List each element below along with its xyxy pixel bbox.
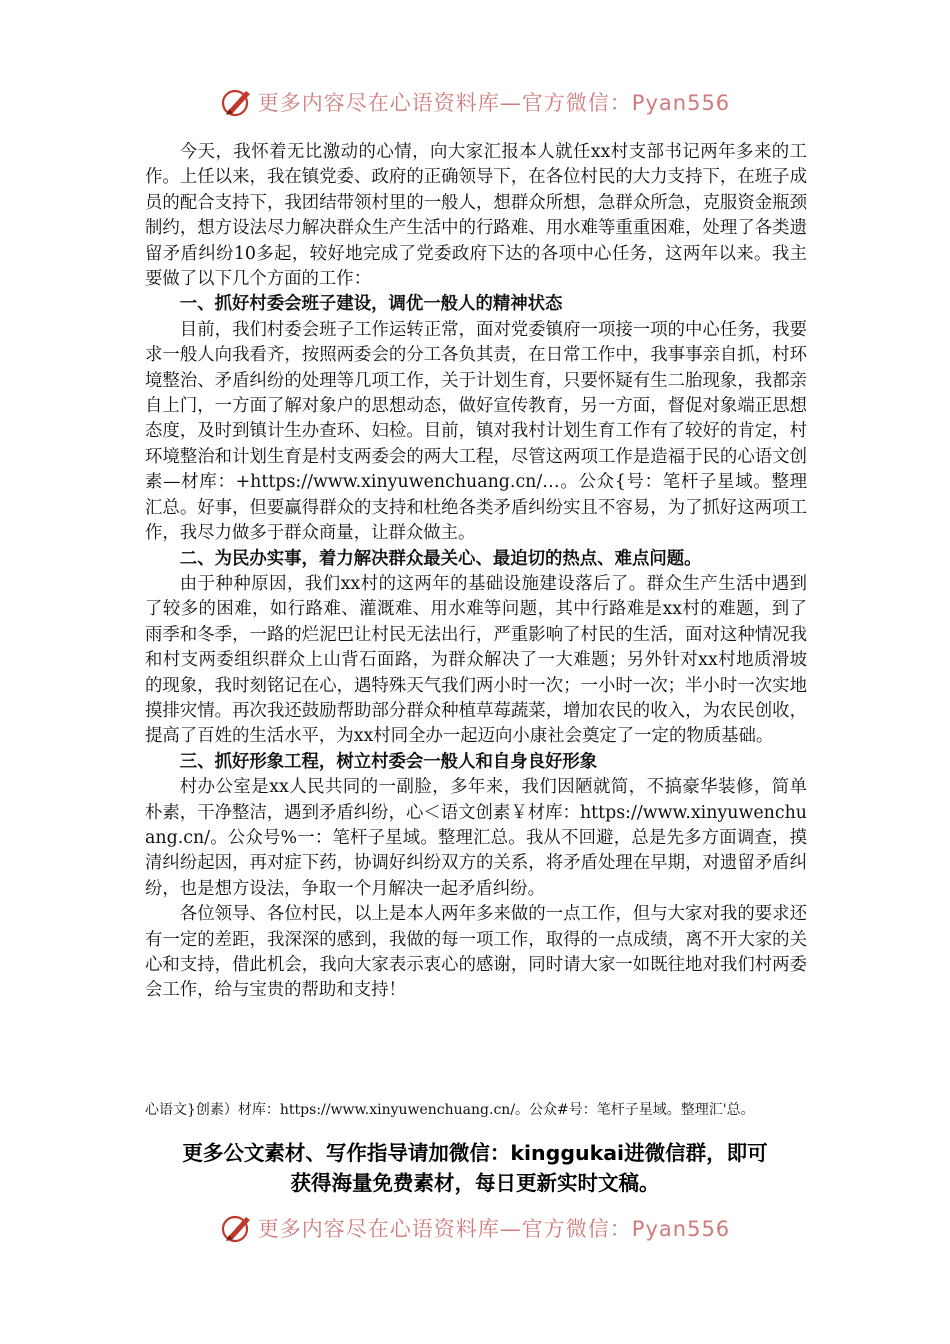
source-footnote: 心语文}创素）材库：https://www.xinyuwenchuang.cn/。公众#号：笔杆子星域。整理汇'总。 [145,1102,755,1118]
header-banner-text: 更多内容尽在心语资料库—官方微信：Pyan556 [257,91,731,115]
footer-banner [0,1208,950,1248]
section-heading: 三、抓好形象工程，树立村委会一般人和自身良好形象 [179,751,598,772]
header-banner [0,82,950,122]
section-heading: 二、为民办实事，着力解决群众最关心、最迫切的热点、难点问题。 [179,548,702,569]
promo-line-2: 获得海量免费素材，每日更新实时文稿。 [290,1171,660,1195]
body-paragraph: 今天，我怀着无比激动的心情，向大家汇报本人就任xx村支部书记两年多来的工作。上任以来，我在镇党委、政府的正确领导下，在各位村民的大力支持下，在班子成员的配合支持下，我团结带领村里的一般人，想群众所想，急群众所急，克服资金瓶颈制约，想方设法尽力解决群众生产生活中的行路难、用水难等重重困难，处理了各类遗留矛盾纠纷10多起，较好地完成了党委政府下达的各项中心任务，这两年以来。我主要做了以下几个方面的工作： [145,142,807,290]
promo-notice [100,1138,850,1198]
pen-circle-logo-icon [220,85,254,119]
body-paragraph: 由于种种原因，我们xx村的这两年的基础设施建设落后了。群众生产生活中遇到了较多的困难，如行路难、灌溉难、用水难等问题，其中行路难是xx村的难题，到了雨季和冬季，一路的烂泥巴让村民无法出行，严重影响了村民的生活，面对这种情况我和村支两委组织群众上山背石面路，为群众解决了一大难题；另外针对xx村地质滑坡的现象，我时刻铭记在心，遇特殊天气我们两小时一次；一小时一次；半小时一次实地摸排灾情。再次我还鼓励帮助部分群众种植草莓蔬菜，增加农民的收入，为农民创收，提高了百姓的生活水平，为xx村同全办一起迈向小康社会奠定了一定的物质基础。 [145,573,807,747]
body-paragraph: 各位领导、各位村民，以上是本人两年多来做的一点工作，但与大家对我的要求还有一定的差距，我深深的感到，我做的每一项工作，取得的一点成绩，离不开大家的关心和支持，借此机会，我向大家表示衷心的感谢，同时请大家一如既往地对我们村两委会工作，给与宝贵的帮助和支持！ [145,904,807,1001]
document-body [145,140,807,1004]
body-paragraph: 目前，我们村委会班子工作运转正常，面对党委镇府一项接一项的中心任务，我要求一般人向我看齐，按照两委会的分工各负其责，在日常工作中，我事事亲自抓，村环境整治、矛盾纠纷的处理等几项工作，关于计划生育，只要怀疑有生二胎现象，我都亲自上门，一方面了解对象户的思想动态，做好宣传教育，另一方面，督促对象端正思想态度，及时到镇计生办查环、妇检。目前，镇对我村计划生育工作有了较好的肯定，村环境整治和计划生育是村支两委会的两大工程，尽管这两项工作是造福于民的心语文创素—材库：+https://www.xinyuwenchuang.cn/…。公众{号：笔杆子星域。整理汇总。好事，但要赢得群众的支持和杜绝各类矛盾纠纷实且不容易，为了抓好这两项工作，我尽力做多于群众商量，让群众做主。 [145,319,807,544]
section-heading: 一、抓好村委会班子建设，调优一般人的精神状态 [179,294,563,315]
footer-banner-text: 更多内容尽在心语资料库—官方微信：Pyan556 [257,1217,731,1241]
promo-line-1: 更多公文素材、写作指导请加微信：kinggukai进微信群，即可 [182,1141,768,1165]
pen-circle-logo-icon [220,1211,254,1245]
body-paragraph: 村办公室是xx人民共同的一副脸，多年来，我们因陋就简，不搞豪华装修，简单朴素，干净整洁，遇到矛盾纠纷，心＜语文创素￥材库：https://www.xinyuwenchuang.cn/。公众号%一：笔杆子星域。整理汇总。我从不回避，总是先多方面调查，摸清纠纷起因，再对症下药，协调好纠纷双方的关系，将矛盾处理在早期，对遗留矛盾纠纷，也是想方设法，争取一个月解决一起矛盾纠纷。 [145,777,807,899]
